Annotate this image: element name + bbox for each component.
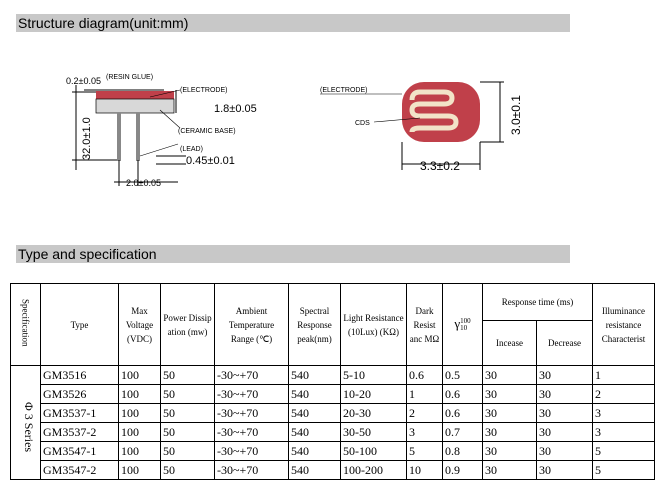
dim-lead-label: 0.45±0.01 xyxy=(186,155,235,167)
header-spectral: Spectral Response peak(nm) xyxy=(289,284,341,366)
cell-max-voltage: 100 xyxy=(119,385,161,404)
dim-height-label-right: 3.0±0.1 xyxy=(509,95,523,135)
cell-increase: 30 xyxy=(483,442,537,461)
electrode-label-left: (ELECTRODE) xyxy=(180,87,228,94)
cell-gamma: 0.5 xyxy=(443,366,483,385)
cell-temperature: -30~+70 xyxy=(215,461,289,480)
cell-dark-resistance: 2 xyxy=(407,404,443,423)
cell-max-voltage: 100 xyxy=(119,461,161,480)
cell-dark-resistance: 3 xyxy=(407,423,443,442)
header-light-resistance: Light Resistance (10Lux) (KΩ) xyxy=(341,284,407,366)
cell-illuminance: 1 xyxy=(593,366,655,385)
table-row xyxy=(11,404,655,423)
table-header-row xyxy=(11,284,655,321)
cell-decrease: 30 xyxy=(537,385,593,404)
cell-decrease: 30 xyxy=(537,366,593,385)
cell-temperature: -30~+70 xyxy=(215,385,289,404)
resin-glue-label: (RESIN GLUE) xyxy=(106,74,154,81)
header-specification: Specification xyxy=(11,284,41,366)
header-type: Type xyxy=(41,284,119,366)
cell-power: 50 xyxy=(161,423,215,442)
section-title-specification: Type and specification xyxy=(16,245,570,263)
cell-light-resistance: 5-10 xyxy=(341,366,407,385)
cell-spectral: 540 xyxy=(289,423,341,442)
cell-gamma: 0.7 xyxy=(443,423,483,442)
cell-gamma: 0.8 xyxy=(443,442,483,461)
cell-max-voltage: 100 xyxy=(119,423,161,442)
cell-type: GM3516 xyxy=(41,366,119,385)
cell-light-resistance: 10-20 xyxy=(341,385,407,404)
cell-spectral: 540 xyxy=(289,385,341,404)
dim-width-label: 3.3±0.2 xyxy=(420,159,460,173)
header-dark-resistance: Dark Resist anc MΩ xyxy=(407,284,443,366)
table-row xyxy=(11,366,655,385)
table-row xyxy=(11,461,655,480)
cell-temperature: -30~+70 xyxy=(215,366,289,385)
table-row xyxy=(11,423,655,442)
cell-type: GM3547-2 xyxy=(41,461,119,480)
specification-table xyxy=(10,283,655,480)
section-title-structure: Structure diagram(unit:mm) xyxy=(16,14,570,32)
cell-increase: 30 xyxy=(483,461,537,480)
cell-dark-resistance: 1 xyxy=(407,385,443,404)
cell-illuminance: 3 xyxy=(593,423,655,442)
cell-max-voltage: 100 xyxy=(119,366,161,385)
cell-illuminance: 3 xyxy=(593,404,655,423)
cell-gamma: 0.6 xyxy=(443,404,483,423)
cell-spectral: 540 xyxy=(289,461,341,480)
dim-spacing-label: 2.0±0.05 xyxy=(126,178,161,188)
dim-height-label: 1.8±0.05 xyxy=(214,103,257,115)
cell-light-resistance: 20-30 xyxy=(341,404,407,423)
cell-power: 50 xyxy=(161,461,215,480)
cell-decrease: 30 xyxy=(537,442,593,461)
cell-gamma: 0.9 xyxy=(443,461,483,480)
cell-gamma: 0.6 xyxy=(443,385,483,404)
lead-label: (LEAD) xyxy=(180,146,203,153)
cell-illuminance: 5 xyxy=(593,461,655,480)
structure-diagram xyxy=(0,40,660,240)
cell-increase: 30 xyxy=(483,385,537,404)
cell-temperature: -30~+70 xyxy=(215,442,289,461)
ceramic-base-label: (CERAMIC BASE) xyxy=(178,128,236,135)
cell-max-voltage: 100 xyxy=(119,442,161,461)
cell-increase: 30 xyxy=(483,423,537,442)
cell-temperature: -30~+70 xyxy=(215,404,289,423)
cell-illuminance: 5 xyxy=(593,442,655,461)
cell-dark-resistance: 5 xyxy=(407,442,443,461)
header-illuminance: Illuminance resistance Characterist xyxy=(593,284,655,366)
header-gamma: γ100 10 xyxy=(443,284,483,366)
cell-spectral: 540 xyxy=(289,404,341,423)
cell-power: 50 xyxy=(161,385,215,404)
cell-max-voltage: 100 xyxy=(119,404,161,423)
side-view-diagram xyxy=(66,74,257,188)
header-power: Power Dissip ation (mw) xyxy=(161,284,215,366)
cell-power: 50 xyxy=(161,442,215,461)
cds-label: CDS xyxy=(355,120,370,127)
cell-power: 50 xyxy=(161,366,215,385)
table-body xyxy=(11,366,655,480)
series-label: Φ 3 Series xyxy=(11,366,41,480)
cell-type: GM3537-2 xyxy=(41,423,119,442)
cell-light-resistance: 50-100 xyxy=(341,442,407,461)
cell-decrease: 30 xyxy=(537,404,593,423)
electrode-label-right: (ELECTRODE) xyxy=(320,87,368,94)
dim-top-label: 0.2±0.05 xyxy=(66,76,101,86)
cell-illuminance: 2 xyxy=(593,385,655,404)
header-response-time: Response time (ms) xyxy=(483,284,593,321)
cell-spectral: 540 xyxy=(289,366,341,385)
header-increase: Incease xyxy=(483,321,537,366)
cell-power: 50 xyxy=(161,404,215,423)
cell-decrease: 30 xyxy=(537,423,593,442)
table-row xyxy=(11,442,655,461)
cell-decrease: 30 xyxy=(537,461,593,480)
table-row xyxy=(11,385,655,404)
cell-light-resistance: 100-200 xyxy=(341,461,407,480)
cell-increase: 30 xyxy=(483,404,537,423)
cell-spectral: 540 xyxy=(289,442,341,461)
header-max-voltage: Max Voltage (VDC) xyxy=(119,284,161,366)
cell-dark-resistance: 0.6 xyxy=(407,366,443,385)
header-temperature: Ambient Temperature Range (℃) xyxy=(215,284,289,366)
cell-type: GM3526 xyxy=(41,385,119,404)
cell-temperature: -30~+70 xyxy=(215,423,289,442)
dim-length-label: 32.0±1.0 xyxy=(81,117,93,160)
cell-dark-resistance: 10 xyxy=(407,461,443,480)
cell-increase: 30 xyxy=(483,366,537,385)
top-view-diagram xyxy=(320,82,523,173)
cell-light-resistance: 30-50 xyxy=(341,423,407,442)
header-decrease: Decrease xyxy=(537,321,593,366)
cell-type: GM3537-1 xyxy=(41,404,119,423)
cell-type: GM3547-1 xyxy=(41,442,119,461)
